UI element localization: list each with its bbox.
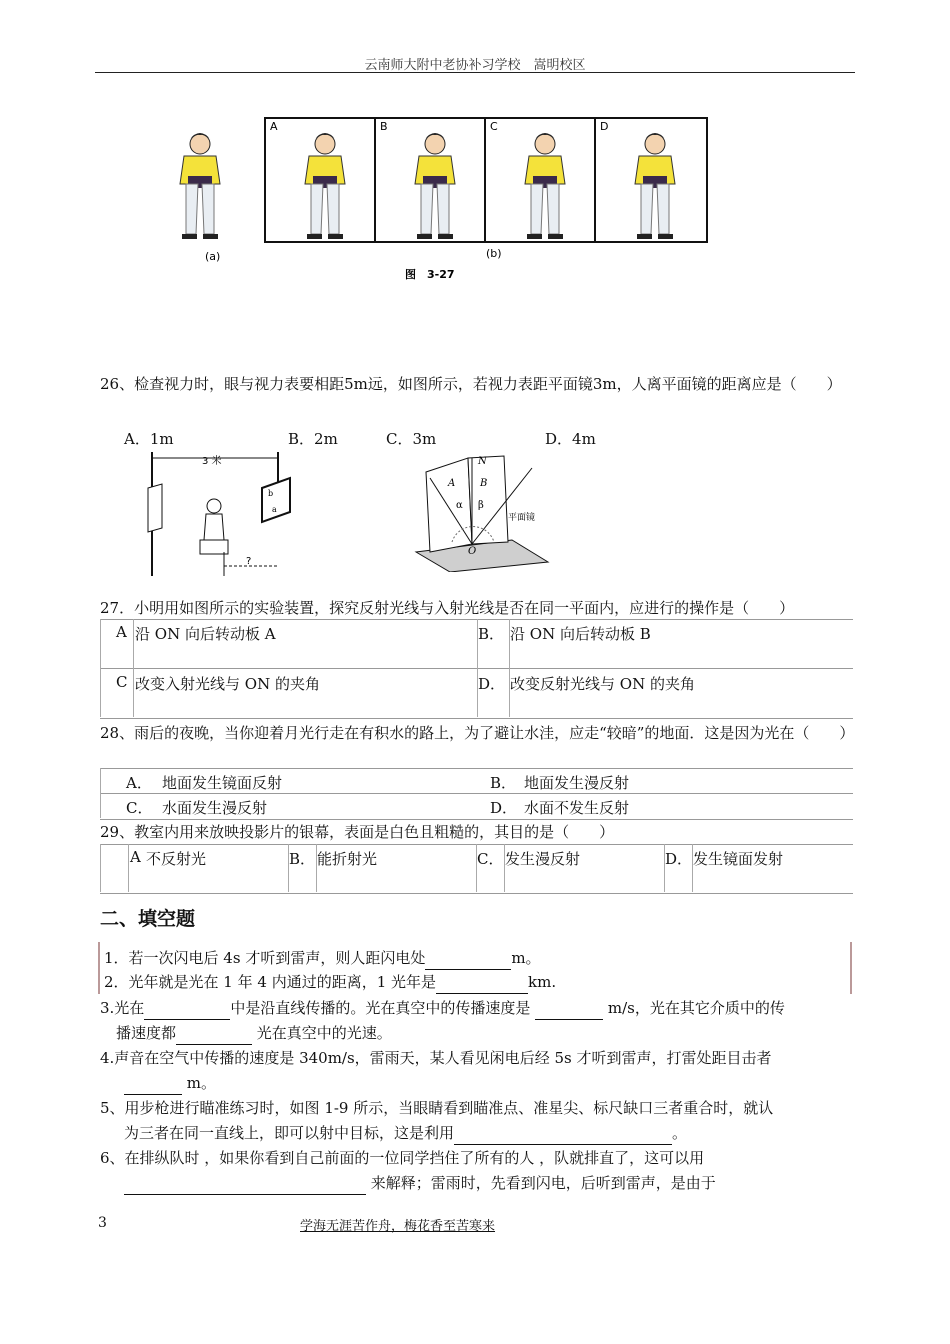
section-title: 二、填空题: [100, 908, 196, 930]
q29-option-c: 发生漫反射: [505, 850, 581, 868]
question-29: 29、教室内用来放映投影片的银幕，表面是白色且粗糙的，其目的是（ ）: [100, 823, 615, 841]
figure-label-b: (b): [486, 247, 502, 260]
question-26: 26、检查视力时，眼与视力表要相距5m远，如图所示，若视力表距平面镜3m，人离平面镜的距离应是（ ）: [100, 375, 842, 393]
header-divider: [95, 72, 855, 73]
fill-question-6-cont: 来解释；雷雨时，先看到闪电，后听到雷声，是由于: [124, 1171, 884, 1195]
q28-a-letter: A．: [126, 774, 152, 792]
figure-3-27: [160, 112, 720, 296]
q27-c-letter: C: [116, 673, 128, 691]
q27-option-b: 沿 ON 向后转动板 B: [510, 625, 651, 643]
panel-label: A: [270, 120, 278, 133]
fill-question-4-cont: m。: [124, 1071, 884, 1095]
q27-b-letter: B．: [478, 625, 505, 643]
q29-c-letter: C．: [477, 850, 504, 868]
panel-label: D: [600, 120, 609, 133]
fill-question-2: 2．光年就是光在 1 年 4 内通过的距离，1 光年是 km.: [104, 970, 864, 994]
svg-text:O: O: [468, 546, 477, 557]
person-figure-a: [180, 133, 220, 239]
answer-blank[interactable]: [144, 1019, 230, 1020]
q27-option-c: 改变入射光线与 ON 的夹角: [135, 675, 320, 693]
panel-label: B: [380, 120, 388, 133]
reflection-diagram: [412, 448, 552, 576]
question-28: 28、雨后的夜晚，当你迎着月光行走在有积水的路上，为了避让水洼，应走“较暗”的地面．这是因为光在（ ）: [100, 724, 855, 742]
svg-text:α: α: [456, 500, 463, 511]
answer-blank[interactable]: [535, 1019, 603, 1020]
q29-b-letter: B．: [289, 850, 316, 868]
svg-text:B: B: [480, 478, 488, 489]
fill-question-1: 1．若一次闪电后 4s 才听到雷声，则人距闪电处 m。: [104, 946, 864, 970]
svg-text:N: N: [478, 456, 487, 467]
q28-c-letter: C．: [126, 799, 153, 817]
page-header: 云南师大附中老协补习学校 嵩明校区: [364, 58, 586, 73]
q29-option-a: 不反射光: [146, 850, 207, 868]
q27-option-a: 沿 ON 向后转动板 A: [135, 625, 276, 643]
answer-blank[interactable]: [454, 1144, 672, 1145]
q28-d-letter: D．: [490, 799, 518, 817]
svg-text:A: A: [448, 478, 456, 489]
figure-label-a: (a): [205, 250, 221, 263]
fill-question-6: 6、在排纵队时 ，如果你看到自己前面的一位同学挡住了所有的人 ，队就排直了，这可以用: [100, 1149, 705, 1167]
q26-option-a: A．1m: [124, 430, 174, 448]
q28-option-a: 地面发生镜面反射: [162, 774, 283, 792]
q29-a-letter: A: [130, 848, 141, 866]
question-27: 27．小明用如图所示的实验装置，探究反射光线与入射光线是否在同一平面内，应进行的操作是（ ）: [100, 599, 795, 617]
answer-blank[interactable]: [124, 1094, 182, 1095]
answer-blank[interactable]: [436, 993, 528, 994]
q26-option-b: B．2m: [288, 430, 338, 448]
fill-question-3-cont: 播速度都 光在真空中的光速。: [116, 1021, 876, 1045]
fill-question-5: 5、用步枪进行瞄准练习时，如图 1-9 所示，当眼睛看到瞄准点、准星尖、标尺缺口三者重合时，就认: [100, 1099, 774, 1117]
q28-option-d: 水面不发生反射: [524, 799, 630, 817]
q28-option-c: 水面发生漫反射: [162, 799, 268, 817]
fill-question-5-cont: 为三者在同一直线上，即可以射中目标，这是利用 。: [124, 1121, 884, 1145]
footer-motto: 学海无涯苦作舟，梅花香至苦寒来: [300, 1219, 496, 1234]
q27-option-d: 改变反射光线与 ON 的夹角: [510, 675, 695, 693]
eye-test-diagram: [140, 448, 300, 584]
q27-d-letter: D．: [478, 675, 506, 693]
distance-label-bottom: ?: [246, 556, 252, 567]
figure-caption: 图 3-27: [405, 268, 455, 281]
fill-question-4: 4.声音在空气中传播的速度是 340m/s，雷雨天，某人看见闲电后经 5s 才听到雷声，打雷处距目击者: [100, 1049, 772, 1067]
q26-option-c: C．3m: [386, 430, 437, 448]
page-number: 3: [98, 1215, 107, 1231]
svg-text:β: β: [478, 500, 484, 511]
q28-option-b: 地面发生漫反射: [524, 774, 630, 792]
panel-label: C: [490, 120, 498, 133]
svg-text:a: a: [272, 505, 277, 514]
q29-option-d: 发生镜面发射: [693, 850, 784, 868]
q29-option-b: 能折射光: [317, 850, 378, 868]
distance-label-top: 3 米: [202, 456, 222, 467]
q29-d-letter: D．: [665, 850, 693, 868]
fill-question-3: 3.光在 中是沿直线传播的。光在真空中的传播速度是 m/s，光在其它介质中的传: [100, 996, 860, 1020]
q28-b-letter: B．: [490, 774, 517, 792]
svg-text:b: b: [268, 489, 274, 498]
q27-a-letter: A: [116, 623, 127, 641]
answer-blank[interactable]: [176, 1044, 252, 1045]
q26-option-d: D．4m: [545, 430, 596, 448]
answer-blank[interactable]: [124, 1194, 366, 1195]
svg-text:平面镜: 平面镜: [508, 513, 536, 523]
